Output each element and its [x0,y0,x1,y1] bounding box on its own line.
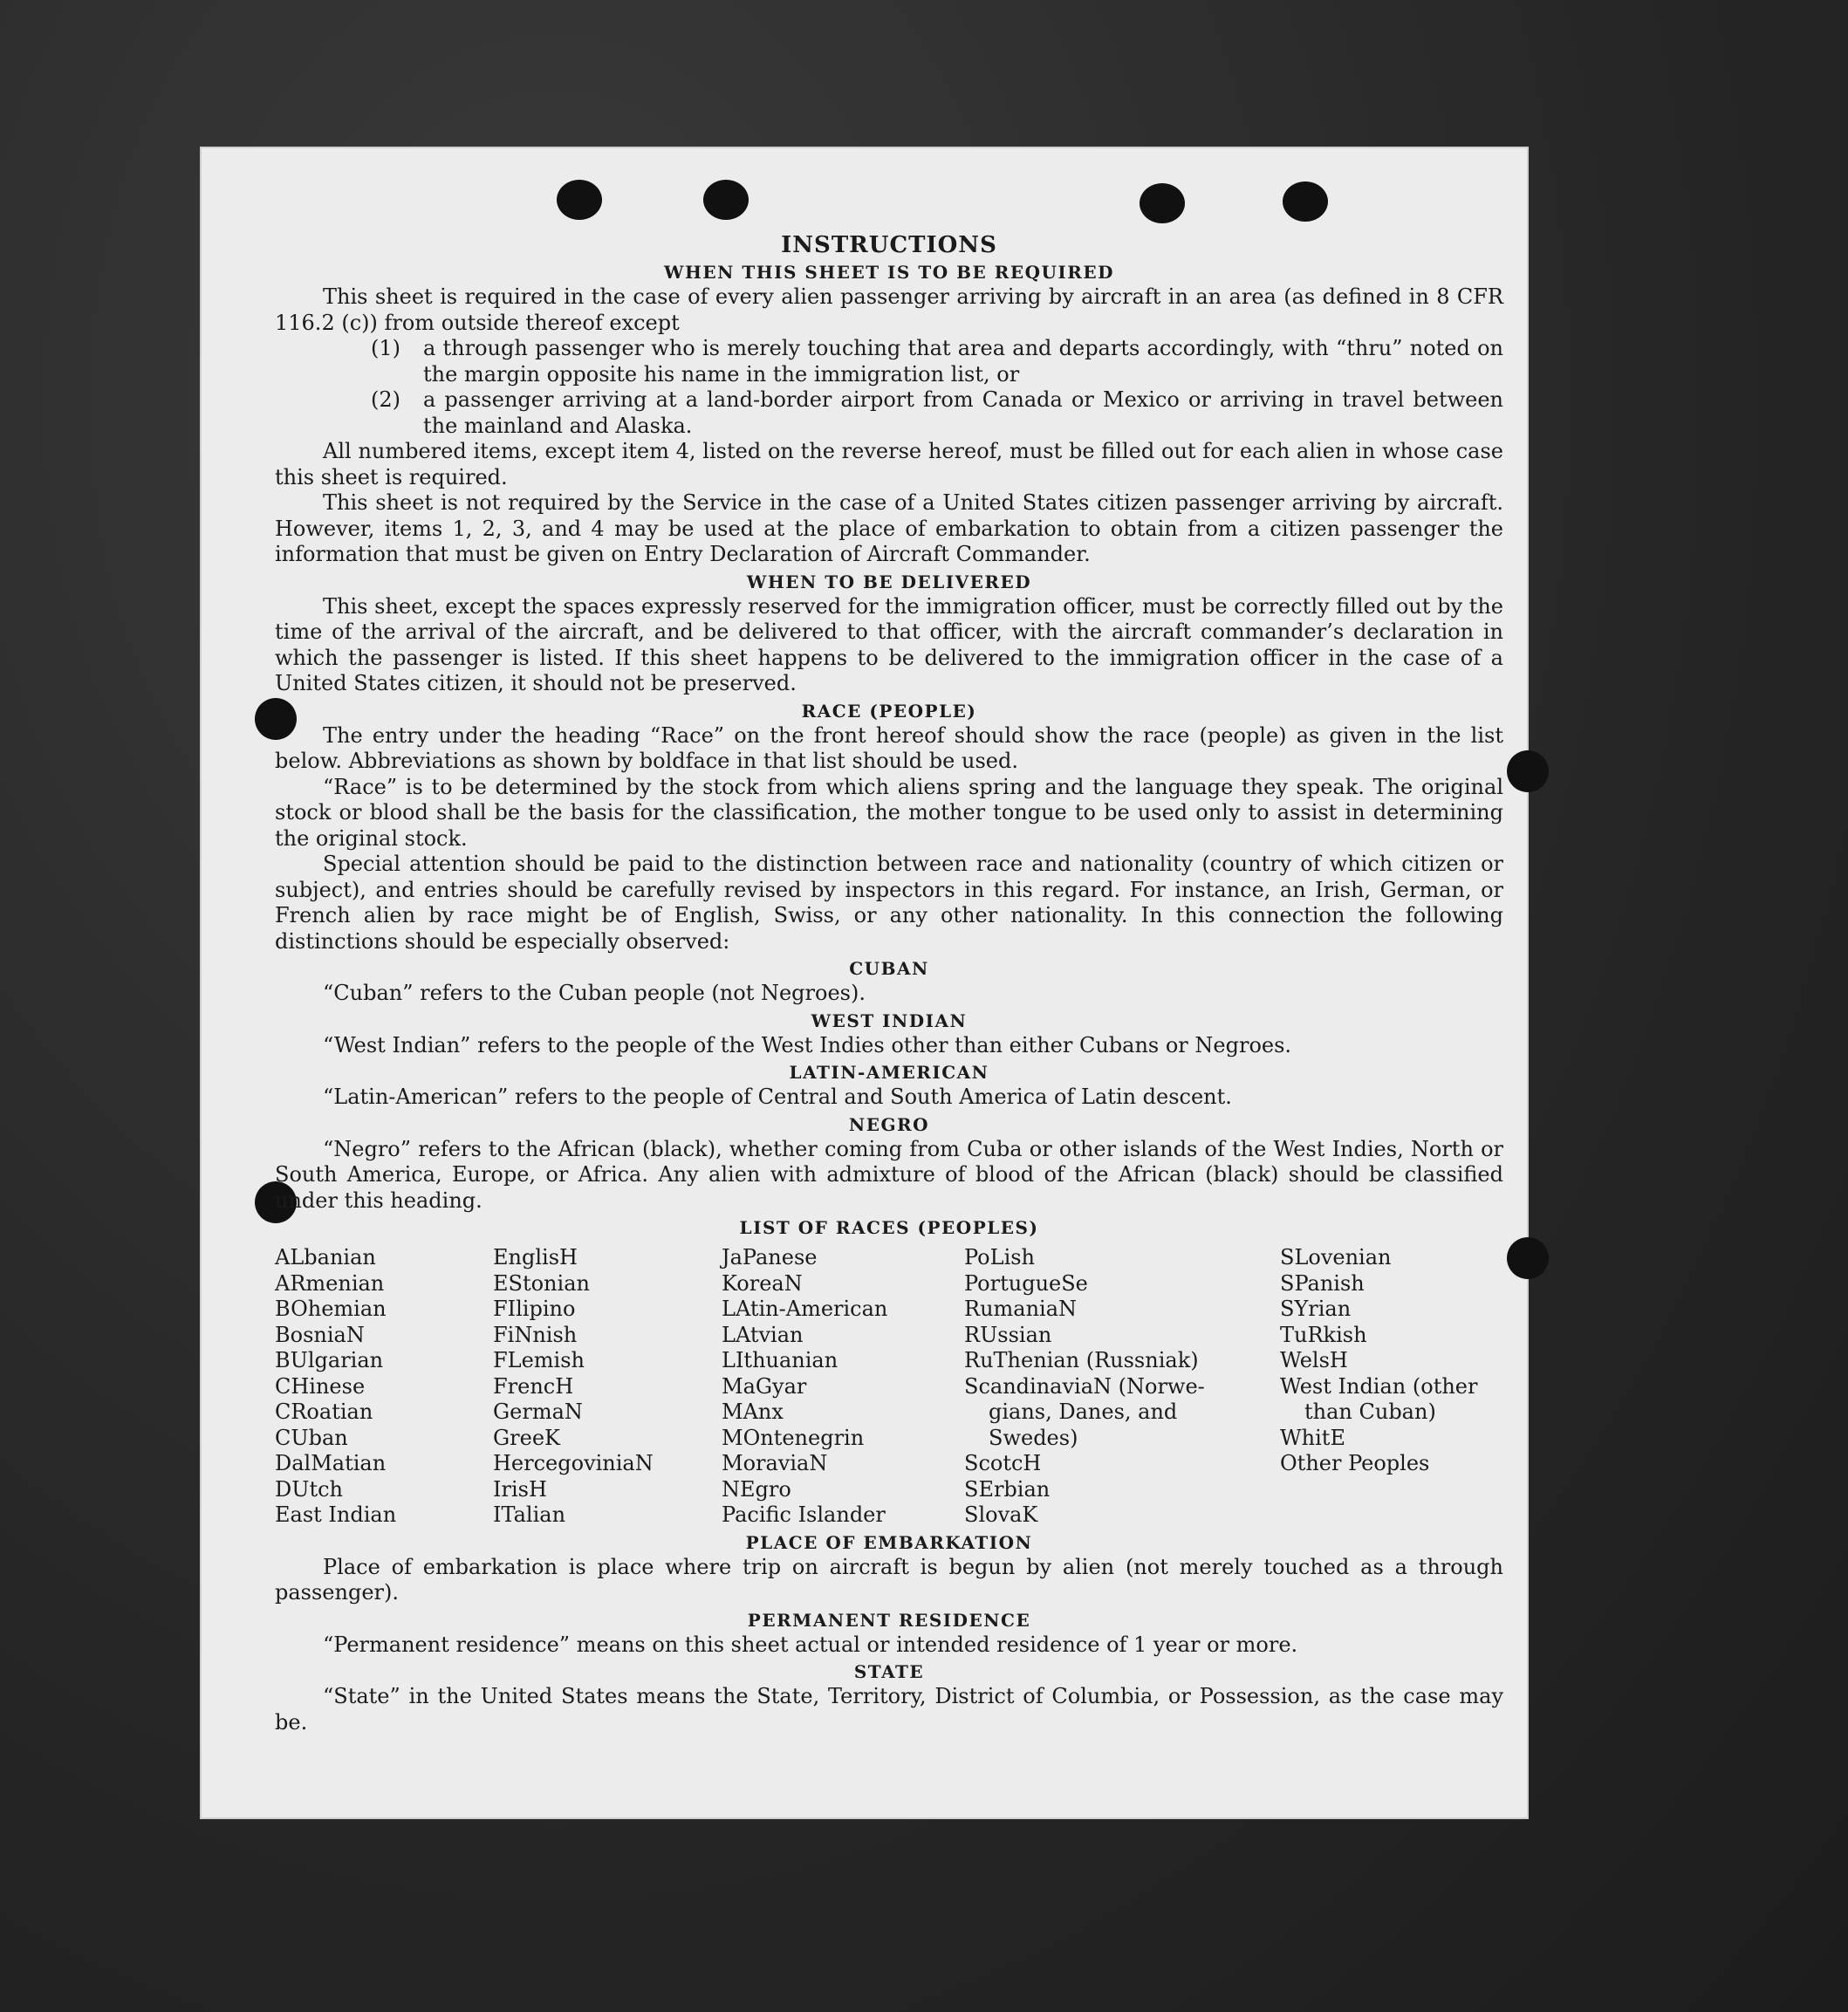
section-heading-west-indian: WEST INDIAN [811,1009,968,1031]
race-entry: HercegoviniaN [493,1451,654,1475]
section-heading-delivered: WHEN TO BE DELIVERED [746,571,1032,592]
race-entry: LAtvian [722,1322,804,1347]
west-indian-paragraph: “West Indian” refers to the people of the West Indies other than either Cubans or Negroes. [323,1032,1292,1057]
punch-hole-right-2 [1507,1237,1549,1279]
section-heading-latin-american: LATIN-AMERICAN [789,1062,989,1083]
race-entry: EnglisH [493,1245,578,1269]
race-entry: KoreaN [722,1270,803,1296]
punch-hole-top-4 [1283,181,1328,222]
required-intro: This sheet is required in the case of every alien passenger arriving by aircraft in an area (as defined in 8 CFR 116.2 (c)) from outside thereof except [275,284,1503,335]
race-entry: MoraviaN [722,1451,828,1475]
section-heading-cuban: CUBAN [849,958,929,979]
race-entry-continued: gians, Danes, and [989,1400,1178,1424]
race-entry: FiNnish [493,1322,578,1347]
race-entry: PortugueSe [964,1270,1088,1296]
race-entry: ALbanian [275,1245,376,1269]
races-column-4 [964,1245,1280,1529]
item-text: a through passenger who is merely touching that area and departs accordingly, with “thru” noted on the margin opposite his name in the immigration list, or [423,336,1503,387]
race-entry: GermaN [493,1400,583,1424]
instructions-content [275,230,1503,1735]
race-entry: RUssian [964,1322,1052,1347]
latin-american-paragraph: “Latin-American” refers to the people of Central and South America of Latin descent. [323,1085,1232,1109]
race-entry: EStonian [493,1270,590,1296]
exception-item-2 [371,387,1503,439]
race-entry: BosniaN [275,1322,365,1347]
race-entry: RumaniaN [964,1297,1078,1321]
race-entry: West Indian (other [1280,1373,1478,1399]
races-list [275,1245,1503,1529]
races-column-1 [275,1245,493,1529]
race-entry: MaGyar [722,1373,807,1399]
numbered-items-paragraph: All numbered items, except item 4, listed on the reverse hereof, must be filled out for each alien in whose case this sheet is required. [275,439,1503,489]
race-entry: LIthuanian [722,1348,838,1372]
race-entry: DUtch [275,1476,344,1502]
race-entry: WelsH [1280,1348,1348,1372]
item-number: (1) [371,336,400,360]
state-paragraph: “State” in the United States means the State, Territory, District of Columbia, or Possession, as the case may be. [275,1684,1503,1735]
section-heading-state: STATE [853,1661,925,1682]
races-column-3 [722,1245,964,1529]
race-entry: RuThenian (Russniak) [964,1348,1199,1372]
race-entry: ScandinaviaN (Norwe- [964,1373,1205,1399]
race-entry: SErbian [964,1476,1051,1502]
page-title: INSTRUCTIONS [781,232,997,258]
item-text: a passenger arriving at a land-border airport from Canada or Mexico or arriving in travel between the mainland and Alaska. [423,387,1503,438]
section-heading-residence: PERMANENT RESIDENCE [747,1609,1031,1631]
race-entry: Pacific Islander [722,1502,886,1527]
race-entry: LAtin-American [722,1297,888,1321]
exception-item-1 [371,336,1503,387]
embarkation-paragraph: Place of embarkation is place where trip on aircraft is begun by alien (not merely touched as a through passenger). [275,1554,1503,1605]
race-entry: FrencH [493,1373,574,1399]
race-entry: NEgro [722,1476,791,1502]
race-entry: GreeK [493,1425,560,1450]
race-entry: JaPanese [722,1245,818,1269]
punch-hole-top-1 [557,180,602,220]
race-entry: BUlgarian [275,1348,384,1372]
race-entry: CRoatian [275,1400,373,1424]
race-entry: PoLish [964,1245,1036,1269]
punch-hole-right-1 [1507,750,1549,792]
race-entry: TuRkish [1280,1322,1367,1347]
race-entry-continued: than Cuban) [1304,1400,1436,1424]
section-heading-negro: NEGRO [848,1113,930,1135]
race-entry: ARmenian [275,1270,385,1296]
race-paragraph-2: “Race” is to be determined by the stock from which aliens spring and the language they speak. The original stock or blood shall be the basis for the classification, the mother tongue to be used only to assist in determining the original stock. [275,774,1503,851]
races-column-2 [493,1245,722,1529]
race-entry: FLemish [493,1348,585,1372]
race-entry: Other Peoples [1280,1451,1430,1475]
negro-paragraph: “Negro” refers to the African (black), whether coming from Cuba or other islands of the West Indies, North or South America, Europe, or Africa. Any alien with admixture of blood of the African (black) should be classified under this heading. [275,1136,1503,1213]
race-entry: ITalian [493,1502,566,1527]
races-column-5 [1280,1245,1503,1529]
item-number: (2) [371,387,400,412]
race-entry: MAnx [722,1400,784,1424]
race-entry: SlovaK [964,1502,1038,1527]
race-entry-continued: Swedes) [989,1425,1078,1450]
race-paragraph-1: The entry under the heading “Race” on the front hereof should show the race (people) as given in the list below. Abbreviations as shown by boldface in that list should be used. [275,722,1503,773]
race-paragraph-3: Special attention should be paid to the distinction between race and nationality (country of which citizen or subject), and entries should be carefully revised by inspectors in this regard. For instance, an Irish, German, or French alien by race might be of English, Swiss, or any other nationality. In this connection the following distinctions should be especially observed: [275,852,1503,954]
race-entry: CUban [275,1425,348,1450]
race-entry: MOntenegrin [722,1425,865,1450]
race-entry: SPanish [1280,1270,1365,1296]
race-entry: FIlipino [493,1297,576,1321]
section-heading-list-of-races: LIST OF RACES (PEOPLES) [739,1217,1039,1238]
section-heading-required: WHEN THIS SHEET IS TO BE REQUIRED [664,262,1114,283]
race-entry: WhitE [1280,1425,1345,1450]
punch-hole-top-3 [1140,183,1185,223]
residence-paragraph: “Permanent residence” means on this sheet actual or intended residence of 1 year or more. [323,1632,1298,1657]
race-entry: SYrian [1280,1297,1352,1321]
race-entry: East Indian [275,1502,397,1527]
delivered-paragraph: This sheet, except the spaces expressly reserved for the immigration officer, must be correctly filled out by the time of the arrival of the aircraft, and be delivered to that officer, with the aircraft commander’s declaration in which the passenger is listed. If this sheet happens to be delivered to the immigration officer in the case of a United States citizen, it should not be preserved. [275,593,1503,695]
race-entry: IrisH [493,1476,547,1502]
punch-hole-top-2 [703,180,749,220]
section-heading-embarkation: PLACE OF EMBARKATION [745,1531,1033,1553]
race-entry: BOhemian [275,1297,387,1321]
cuban-paragraph: “Cuban” refers to the Cuban people (not Negroes). [323,981,866,1005]
section-heading-race: RACE (PEOPLE) [801,700,977,722]
document-page [200,147,1529,1819]
race-entry: SLovenian [1280,1245,1392,1269]
race-entry: CHinese [275,1373,366,1399]
race-entry: DalMatian [275,1451,387,1475]
race-entry: ScotcH [964,1451,1042,1475]
citizen-paragraph: This sheet is not required by the Service in the case of a United States citizen passenger arriving by aircraft. However, items 1, 2, 3, and 4 may be used at the place of embarkation to obtain from a citizen passenger the information that must be given on Entry Declaration of Aircraft Commander. [275,490,1503,566]
